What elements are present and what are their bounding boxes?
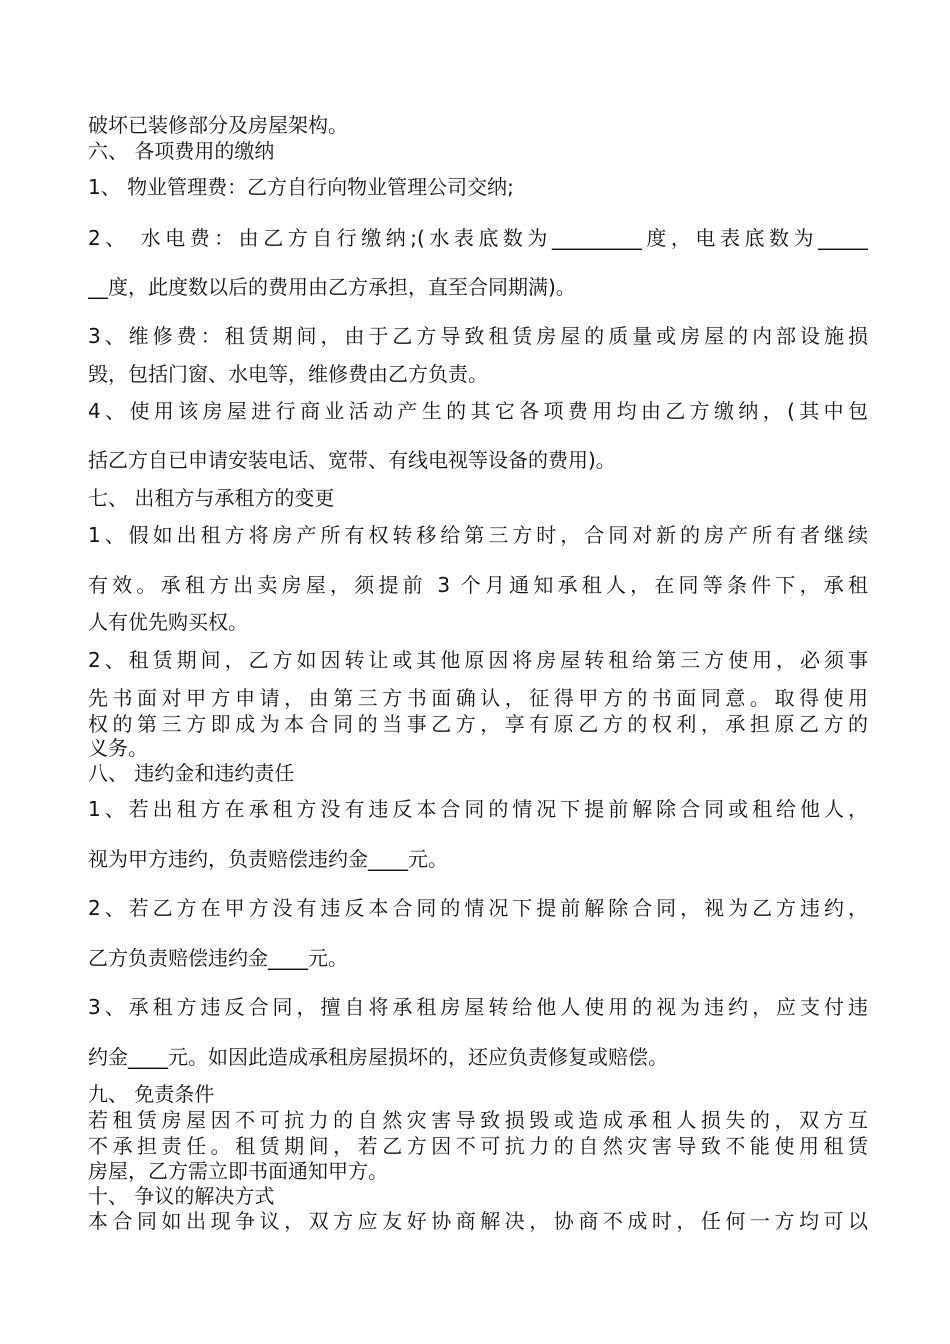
text-line: 人有优先购买权。 — [88, 610, 248, 634]
text-line: 3、维修费：租赁期间，由于乙方导致租赁房屋的质量或房屋的内部设施损 — [88, 324, 868, 348]
text-line: 2、若乙方在甲方没有违反本合同的情况下提前解除合同，视为乙方违约， — [88, 896, 868, 920]
text-line: __度，此度数以后的费用由乙方承担，直至合同期满)。 — [88, 275, 576, 299]
section-heading: 六、 各项费用的缴纳 — [88, 139, 275, 163]
text-line: 2、租赁期间，乙方如因转让或其他原因将房屋转租给第三方使用，必须事 — [88, 648, 868, 672]
text-line: 2、 水电费：由乙方自行缴纳;(水表底数为_________度，电表底数为_____ — [88, 226, 868, 250]
text-line: 毁，包括门窗、水电等，维修费由乙方负责。 — [88, 362, 488, 386]
text-line: 乙方负责赔偿违约金____元。 — [88, 946, 348, 970]
text-line: 1、 物业管理费：乙方自行向物业管理公司交纳; — [88, 175, 514, 199]
text-line: 义务。 — [88, 736, 148, 760]
text-line: 4、使用该房屋进行商业活动产生的其它各项费用均由乙方缴纳，(其中包 — [88, 399, 868, 423]
text-line: 不承担责任。租赁期间，若乙方因不可抗力的自然灾害导致不能使用租赁 — [88, 1134, 868, 1158]
text-line: 先书面对甲方申请，由第三方书面确认，征得甲方的书面同意。取得使用 — [88, 686, 868, 710]
text-line: 1、若出租方在承租方没有违反本合同的情况下提前解除合同或租给他人， — [88, 797, 868, 821]
text-line: 权的第三方即成为本合同的当事乙方，享有原乙方的权利，承担原乙方的 — [88, 712, 868, 736]
text-line: 约金____元。如因此造成承租房屋损坏的，还应负责修复或赔偿。 — [88, 1045, 668, 1069]
text-line: 括乙方自已申请安装电话、宽带、有线电视等设备的费用)。 — [88, 448, 616, 472]
text-line: 破坏已装修部分及房屋架构。 — [88, 113, 348, 137]
section-heading: 九、 免责条件 — [88, 1082, 215, 1106]
text-line: 3、承租方违反合同，擅自将承租房屋转给他人使用的视为违约，应支付违 — [88, 995, 868, 1019]
text-line: 视为甲方违约，负责赔偿违约金____元。 — [88, 847, 448, 871]
section-heading: 七、 出租方与承租方的变更 — [88, 486, 335, 510]
text-line: 有效。承租方出卖房屋，须提前 3 个月通知承租人，在同等条件下，承租 — [88, 573, 868, 597]
section-heading: 十、 争议的解决方式 — [88, 1184, 275, 1208]
text-line: 房屋，乙方需立即书面通知甲方。 — [88, 1159, 388, 1183]
text-line: 若租赁房屋因不可抗力的自然灾害导致损毁或造成承租人损失的，双方互 — [88, 1108, 868, 1132]
text-line: 本合同如出现争议，双方应友好协商解决，协商不成时，任何一方均可以 — [88, 1209, 868, 1233]
text-line: 1、假如出租方将房产所有权转移给第三方时，合同对新的房产所有者继续 — [88, 523, 868, 547]
section-heading: 八、 违约金和违约责任 — [88, 761, 295, 785]
